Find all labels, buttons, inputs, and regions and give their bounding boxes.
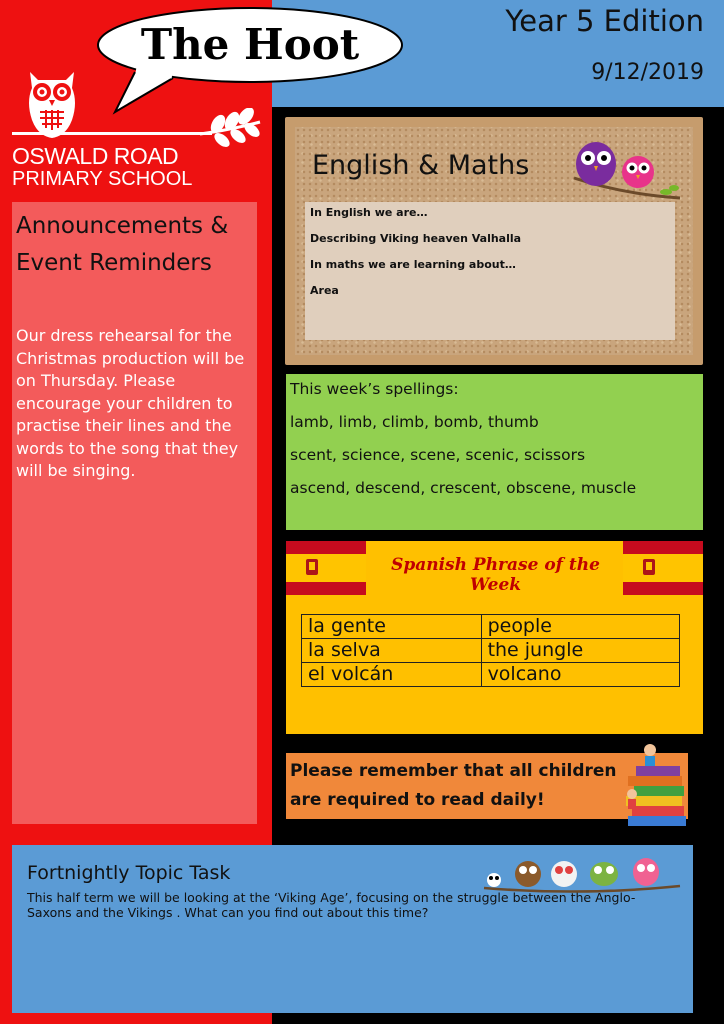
issue-date: 9/12/2019 [591,60,704,85]
cork-board-note [305,202,675,340]
table-row [302,639,680,663]
logo-divider [12,132,212,135]
owls-on-branch-icon [572,138,682,206]
owl-logo-icon [22,62,82,140]
table-row [302,663,680,687]
spelling-list: scent, science, scene, scenic, scissors [290,446,586,464]
board-line: Area [310,284,339,297]
topic-task-title: Fortnightly Topic Task [27,862,231,884]
english-word: volcano [481,663,679,687]
leaf-branch-icon [200,108,262,148]
spanish-vocab-table [301,614,680,687]
newsletter-title: The Hoot [140,20,360,69]
spain-flag-icon [286,541,366,595]
school-name-line2: PRIMARY SCHOOL [12,168,193,190]
board-line: In English we are… [310,206,428,219]
spanish-title: Spanish Phrase of the Week [391,555,600,595]
topic-task-body: This half term we will be looking at the ‘Viking Age’, focusing on the struggle between the Anglo-Saxons and the Vikings . What can you find out about this time? [27,890,636,920]
spelling-list: ascend, descend, crescent, obscene, muscle [290,479,637,497]
school-name-line1: OSWALD ROAD [12,143,179,169]
table-row [302,615,680,639]
spanish-word: la gente [302,615,482,639]
english-word: the jungle [481,639,679,663]
reading-reminder-text: Please remember that all children are required to read daily! [290,761,617,810]
board-line: In maths we are learning about… [310,258,516,271]
spain-flag-icon [623,541,703,595]
books-stack-icon [622,738,692,830]
announcements-title: Announcements & Event Reminders [16,213,229,276]
owls-on-branch-icon [482,850,682,896]
spellings-title: This week’s spellings: [290,380,459,398]
edition-label: Year 5 Edition [505,4,704,38]
spelling-list: lamb, limb, climb, bomb, thumb [290,413,539,431]
spanish-word: la selva [302,639,482,663]
english-maths-title: English & Maths [312,150,530,181]
spanish-word: el volcán [302,663,482,687]
announcements-panel [12,202,257,824]
announcements-body: Our dress rehearsal for the Christmas production will be on Thursday. Please encourage your children to practise their lines and the words to the song that they will be singing. [16,326,245,480]
english-word: people [481,615,679,639]
board-line: Describing Viking heaven Valhalla [310,232,522,245]
